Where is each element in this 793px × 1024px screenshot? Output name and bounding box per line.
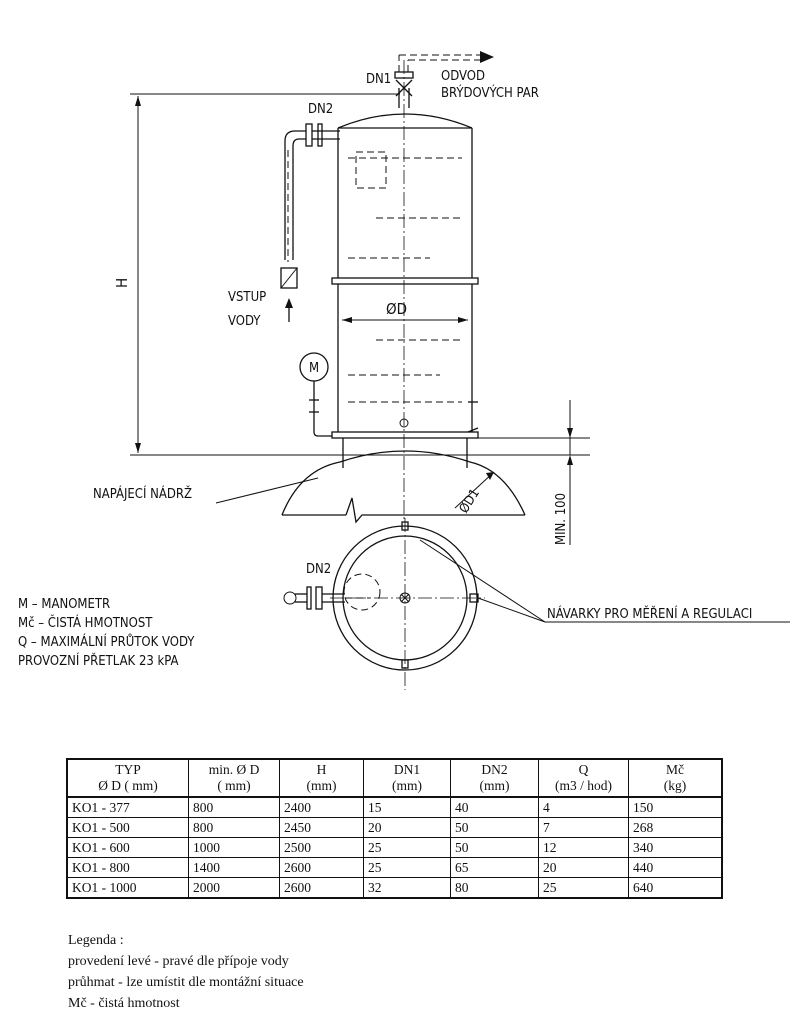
cell-min-d: 2000 [189,878,280,899]
col-header-h: H (mm) [280,759,364,797]
cell-type: KO1 - 1000 [67,878,189,899]
cell-dn1: 25 [364,858,451,878]
cell-dn2: 40 [451,797,539,818]
cell-dn2: 50 [451,818,539,838]
cell-type: KO1 - 500 [67,818,189,838]
legend-item: Mč – ČISTÁ HMOTNOST [18,616,153,631]
cell-min-d: 800 [189,818,280,838]
col-header-q: Q (m3 / hod) [539,759,629,797]
cell-dn2: 50 [451,838,539,858]
cell-h: 2400 [280,797,364,818]
cell-type: KO1 - 377 [67,797,189,818]
cell-q: 25 [539,878,629,899]
cell-type: KO1 - 600 [67,838,189,858]
cell-q: 12 [539,838,629,858]
label-diameter: ØD [386,300,408,318]
label-dn2-bottom: DN2 [306,562,332,577]
cell-dn1: 20 [364,818,451,838]
cell-h: 2600 [280,878,364,899]
cell-min-d: 1400 [189,858,280,878]
cell-h: 2500 [280,838,364,858]
cell-mc: 440 [629,858,723,878]
notes-line: Mč - čistá hmotnost [68,996,180,1011]
col-header-type: TYP Ø D ( mm) [67,759,189,797]
cell-q: 4 [539,797,629,818]
plan-view [284,518,790,690]
label-dn2-top: DN2 [308,102,334,117]
label-outlet-line1: ODVOD [441,69,485,84]
notes-title: Legenda : [68,933,124,948]
cell-mc: 340 [629,838,723,858]
label-outlet-line2: BRÝDOVÝCH PAR [441,86,539,101]
inlet-pipe-dn2 [281,124,340,322]
label-min-clearance: MIN. 100 [554,492,569,545]
cell-min-d: 1000 [189,838,280,858]
diagram-legend [18,595,194,671]
cell-dn2: 80 [451,878,539,899]
table-row [67,878,722,899]
cell-h: 2450 [280,818,364,838]
feed-tank [216,451,525,522]
col-header-min-d: min. Ø D ( mm) [189,759,280,797]
label-height: H [113,277,131,288]
col-header-dn1: DN1 (mm) [364,759,451,797]
cell-mc: 640 [629,878,723,899]
label-feed-tank: NAPÁJECÍ NÁDRŽ [93,487,193,502]
table-row [67,838,722,858]
cell-dn1: 25 [364,838,451,858]
cell-type: KO1 - 800 [67,858,189,878]
table-row [67,818,722,838]
legend-item: M – MANOMETR [18,597,111,612]
dimension-min100 [470,400,590,545]
label-diameter1: ØD1 [456,486,483,517]
cell-mc: 268 [629,818,723,838]
cell-dn2: 65 [451,858,539,878]
cell-min-d: 800 [189,797,280,818]
notes-block [68,930,304,1014]
label-inlet-line1: VSTUP [228,290,267,305]
col-header-mc: Mč (kg) [629,759,723,797]
label-dn1: DN1 [366,72,392,87]
cell-q: 20 [539,858,629,878]
notes-line: průhmat - lze umístit dle montážní situace [68,975,304,990]
label-manometer: M [309,361,320,376]
dimension-h [130,94,590,455]
notes-line: provedení levé - pravé dle přípoje vody [68,954,289,969]
cell-mc: 150 [629,797,723,818]
legend-item: Q – MAXIMÁLNÍ PRŮTOK VODY [18,635,195,650]
table-header-row [67,759,722,797]
col-header-dn2: DN2 (mm) [451,759,539,797]
legend-item: PROVOZNÍ PŘETLAK 23 kPA [18,654,179,669]
cell-dn1: 32 [364,878,451,899]
label-inlet-line2: VODY [228,314,261,329]
cell-dn1: 15 [364,797,451,818]
spec-table [66,758,723,899]
cell-h: 2600 [280,858,364,878]
cell-q: 7 [539,818,629,838]
table-row [67,858,722,878]
table-row [67,797,722,818]
label-welds: NÁVARKY PRO MĚŘENÍ A REGULACI [547,607,753,622]
